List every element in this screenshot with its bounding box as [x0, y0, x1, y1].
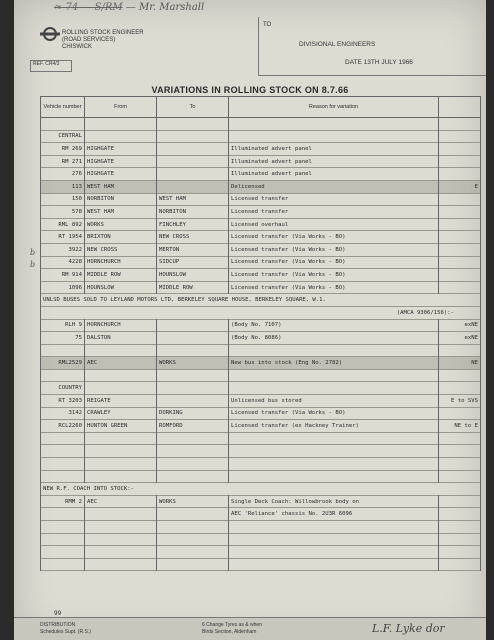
cell-reason: Licensed transfer (Via Works - BO)	[229, 281, 439, 294]
cell-extra	[439, 193, 481, 206]
cell-vehicle: 3142	[41, 407, 85, 420]
cell-vehicle: RM 271	[41, 155, 85, 168]
footer-note: 6 Change Tyres as & when	[202, 622, 262, 628]
reference-text: REF. CR4/3	[33, 61, 60, 67]
table-row	[41, 420, 481, 433]
table-body-sold	[41, 294, 481, 319]
table-row	[41, 483, 481, 496]
cell-extra	[439, 243, 481, 256]
cell-from	[85, 508, 157, 521]
cell-reason: Licensed overhaul	[229, 218, 439, 231]
cell-from	[85, 521, 157, 534]
cell-reason: (Body No. 7107)	[229, 319, 439, 332]
cell-vehicle	[41, 508, 85, 521]
cell-reason	[229, 521, 439, 534]
col-reason: Reason for variation	[229, 97, 439, 118]
table-row	[41, 332, 481, 345]
cell-vehicle: RLH 9	[41, 319, 85, 332]
col-to: To	[157, 97, 229, 118]
cell-reason	[229, 458, 439, 471]
page-number: 99	[54, 610, 62, 617]
cell-from: HORNCHURCH	[85, 256, 157, 269]
cell-reason: Licensed transfer (Via Works - BO)	[229, 243, 439, 256]
sold-line: UNLSD BUSES SOLD TO LEYLAND MOTORS LTD, BERKELEY SQUARE HOUSE, BERKELEY SQUARE, W.1.	[41, 294, 481, 307]
cell-reason: Illuminated advert panel	[229, 155, 439, 168]
cell-extra: E to SVS	[439, 395, 481, 408]
table-body-3	[41, 495, 481, 571]
cell-extra	[439, 256, 481, 269]
cell-from	[85, 344, 157, 357]
cell-extra	[439, 369, 481, 382]
cell-from	[85, 546, 157, 559]
cell-vehicle	[41, 118, 85, 131]
cell-extra	[439, 521, 481, 534]
table-row	[41, 118, 481, 131]
to-box	[258, 17, 486, 76]
table-row	[41, 344, 481, 357]
table-row	[41, 445, 481, 458]
london-transport-logo	[40, 26, 60, 46]
cell-to: WORKS	[157, 357, 229, 370]
cell-from: REIGATE	[85, 395, 157, 408]
cell-from: NEW CROSS	[85, 243, 157, 256]
table-row	[41, 256, 481, 269]
cell-extra	[439, 533, 481, 546]
page-title: VARIATIONS IN ROLLING STOCK ON 8.7.66	[151, 85, 349, 95]
cell-from: CRAWLEY	[85, 407, 157, 420]
table-row	[41, 458, 481, 471]
cell-to	[157, 470, 229, 483]
cell-to: MIDDLE ROW	[157, 281, 229, 294]
cell-reason: Unlicensed bus stored	[229, 395, 439, 408]
cell-reason	[229, 369, 439, 382]
cell-reason: Licensed transfer (Via Works - BO)	[229, 269, 439, 282]
table-row	[41, 143, 481, 156]
cell-extra	[439, 218, 481, 231]
table-row	[41, 533, 481, 546]
cell-reason: Licensed transfer (Via Works - BO)	[229, 231, 439, 244]
cell-to: NEW CROSS	[157, 231, 229, 244]
cell-extra	[439, 206, 481, 219]
cell-vehicle: RCL2260	[41, 420, 85, 433]
table-row	[41, 432, 481, 445]
cell-extra	[439, 155, 481, 168]
cell-extra: E	[439, 180, 481, 193]
cell-extra: NE to E	[439, 420, 481, 433]
cell-to	[157, 143, 229, 156]
cell-from	[85, 382, 157, 395]
cell-reason	[229, 118, 439, 131]
from-line-3: CHISWICK	[62, 44, 92, 50]
cell-from: AEC	[85, 495, 157, 508]
col-from: From	[85, 97, 157, 118]
cell-vehicle: CENTRAL	[41, 130, 85, 143]
cell-reason	[229, 533, 439, 546]
cell-extra	[439, 281, 481, 294]
cell-vehicle	[41, 344, 85, 357]
table-row	[41, 269, 481, 282]
col-vehicle: Vehicle number	[41, 97, 85, 118]
cell-to	[157, 369, 229, 382]
table-row	[41, 168, 481, 181]
cell-to	[157, 319, 229, 332]
cell-from	[85, 118, 157, 131]
cell-reason: New bus into stock (Eng No. 2782)	[229, 357, 439, 370]
cell-reason	[229, 558, 439, 571]
cell-extra	[439, 130, 481, 143]
cell-extra	[439, 432, 481, 445]
cell-from: BRIXTON	[85, 231, 157, 244]
cell-vehicle: 276	[41, 168, 85, 181]
cell-from	[85, 470, 157, 483]
cell-extra	[439, 143, 481, 156]
distribution-label: DISTRIBUTION	[40, 622, 76, 628]
cell-reason: Licensed transfer (ex Hackney Trainer)	[229, 420, 439, 433]
cell-to: MERTON	[157, 243, 229, 256]
cell-vehicle: RT 1954	[41, 231, 85, 244]
cell-to: HOUNSLOW	[157, 269, 229, 282]
table-row	[41, 319, 481, 332]
cell-from	[85, 130, 157, 143]
cell-to	[157, 395, 229, 408]
cell-reason: Illuminated advert panel	[229, 168, 439, 181]
cell-reason: (Body No. 8086)	[229, 332, 439, 345]
cell-extra: exNE	[439, 332, 481, 345]
table-body-new-rf	[41, 483, 481, 496]
signature: L.F. Lyke dor	[372, 622, 445, 635]
cell-to	[157, 546, 229, 559]
cell-to	[157, 432, 229, 445]
cell-vehicle: 3922	[41, 243, 85, 256]
cell-vehicle: RM 269	[41, 143, 85, 156]
table-row	[41, 306, 481, 319]
footer-note-2: Birds Section, Aldenham	[202, 629, 257, 635]
cell-from	[85, 432, 157, 445]
cell-to: WEST HAM	[157, 193, 229, 206]
cell-reason	[229, 445, 439, 458]
cell-from	[85, 558, 157, 571]
table-row	[41, 130, 481, 143]
to-label: TO	[263, 22, 272, 28]
cell-vehicle	[41, 558, 85, 571]
cell-extra	[439, 470, 481, 483]
handwritten-note: ≈ 74 — S/RM — Mr. Marshall	[54, 2, 205, 13]
cell-to	[157, 445, 229, 458]
table-row	[41, 155, 481, 168]
table-row	[41, 495, 481, 508]
from-header	[62, 30, 144, 51]
cell-to	[157, 508, 229, 521]
cell-to	[157, 130, 229, 143]
cell-to: NORBITON	[157, 206, 229, 219]
cell-reason: Licensed transfer	[229, 206, 439, 219]
table-header-row	[41, 97, 481, 118]
cell-to: WORKS	[157, 495, 229, 508]
table-row	[41, 294, 481, 307]
memo-date: DATE 13TH JULY 1966	[345, 59, 413, 66]
cell-from: MIDDLE ROW	[85, 269, 157, 282]
new-rf-line: NEW R.F. COACH INTO STOCK:-	[41, 483, 481, 496]
cell-extra	[439, 546, 481, 559]
cell-vehicle	[41, 369, 85, 382]
cell-reason: Licensed transfer	[229, 193, 439, 206]
cell-vehicle: 113	[41, 180, 85, 193]
cell-to	[157, 332, 229, 345]
cell-extra	[439, 407, 481, 420]
col-extra	[439, 97, 481, 118]
table-body-2	[41, 319, 481, 483]
cell-from	[85, 533, 157, 546]
cell-reason: Delicensed	[229, 180, 439, 193]
margin-mark: b	[30, 248, 36, 257]
cell-to: FINCHLEY	[157, 218, 229, 231]
cell-from: WORKS	[85, 218, 157, 231]
table-row	[41, 231, 481, 244]
cell-to	[157, 458, 229, 471]
cell-reason	[229, 382, 439, 395]
from-line-1: ROLLING STOCK ENGINEER	[62, 30, 144, 36]
cell-vehicle	[41, 546, 85, 559]
cell-from: AEC	[85, 357, 157, 370]
cell-reason	[229, 470, 439, 483]
cell-vehicle: RMM 2	[41, 495, 85, 508]
cell-extra	[439, 231, 481, 244]
cell-to	[157, 521, 229, 534]
cell-extra	[439, 495, 481, 508]
recipient: DIVISIONAL ENGINEERS	[299, 41, 376, 48]
cell-vehicle	[41, 533, 85, 546]
cell-extra	[439, 445, 481, 458]
cell-vehicle: RT 3203	[41, 395, 85, 408]
variations-table	[40, 96, 481, 571]
cell-from: DALSTON	[85, 332, 157, 345]
cell-reason: Licensed transfer (Via Works - BO)	[229, 256, 439, 269]
cell-extra	[439, 508, 481, 521]
cell-to	[157, 382, 229, 395]
cell-reason	[229, 432, 439, 445]
cell-to	[157, 155, 229, 168]
distribution-schedules: Schedules Supt. (R.S.)	[40, 629, 91, 635]
cell-extra	[439, 344, 481, 357]
cell-vehicle: RM 914	[41, 269, 85, 282]
cell-reason	[229, 344, 439, 357]
table-row	[41, 470, 481, 483]
cell-from: HIGHGATE	[85, 143, 157, 156]
cell-vehicle: RML 892	[41, 218, 85, 231]
cell-vehicle: 4228	[41, 256, 85, 269]
cell-reason: Illuminated advert panel	[229, 143, 439, 156]
cell-to: DORKING	[157, 407, 229, 420]
cell-from: HIGHGATE	[85, 155, 157, 168]
cell-extra	[439, 382, 481, 395]
cell-extra	[439, 269, 481, 282]
margin-mark: b	[30, 260, 36, 269]
table-row	[41, 193, 481, 206]
cell-from	[85, 445, 157, 458]
cell-from: NORBITON	[85, 193, 157, 206]
table-row	[41, 558, 481, 571]
cell-extra	[439, 118, 481, 131]
cell-from	[85, 369, 157, 382]
cell-vehicle	[41, 432, 85, 445]
cell-vehicle: RML2529	[41, 357, 85, 370]
cell-reason	[229, 546, 439, 559]
cell-extra: exNE	[439, 319, 481, 332]
cell-from: HOUNSLOW	[85, 281, 157, 294]
table-row	[41, 395, 481, 408]
table-row	[41, 218, 481, 231]
cell-vehicle	[41, 458, 85, 471]
cell-from: HUNTON GREEN	[85, 420, 157, 433]
table-row	[41, 206, 481, 219]
table-row	[41, 243, 481, 256]
cell-from: WEST HAM	[85, 206, 157, 219]
table-body-central	[41, 118, 481, 294]
cell-vehicle: 1096	[41, 281, 85, 294]
cell-vehicle: 75	[41, 332, 85, 345]
cell-to	[157, 168, 229, 181]
footer	[14, 617, 486, 640]
table-row	[41, 508, 481, 521]
cell-reason: AEC 'Reliance' chassis No. 2U3R 6096	[229, 508, 439, 521]
table-row	[41, 281, 481, 294]
table-row	[41, 546, 481, 559]
cell-reason: Licensed transfer (Via Works - BO)	[229, 407, 439, 420]
cell-vehicle	[41, 470, 85, 483]
table-row	[41, 382, 481, 395]
cell-to	[157, 558, 229, 571]
table-row	[41, 369, 481, 382]
sold-ref: (AMCA 9306/156):-	[41, 306, 481, 319]
from-line-2: (ROAD SERVICES)	[62, 37, 116, 43]
cell-from: HORNCHURCH	[85, 319, 157, 332]
cell-from	[85, 458, 157, 471]
cell-reason: Single Deck Coach: Willowbrook body on	[229, 495, 439, 508]
cell-to	[157, 180, 229, 193]
cell-to	[157, 118, 229, 131]
cell-extra	[439, 168, 481, 181]
table-row	[41, 357, 481, 370]
table-row	[41, 521, 481, 534]
cell-to: SIDCUP	[157, 256, 229, 269]
cell-to	[157, 533, 229, 546]
cell-extra	[439, 558, 481, 571]
cell-vehicle	[41, 445, 85, 458]
cell-from: HIGHGATE	[85, 168, 157, 181]
cell-extra: NE	[439, 357, 481, 370]
cell-reason	[229, 130, 439, 143]
cell-extra	[439, 458, 481, 471]
cell-to: ROMFORD	[157, 420, 229, 433]
document-sheet	[14, 0, 486, 640]
cell-to	[157, 344, 229, 357]
cell-vehicle: COUNTRY	[41, 382, 85, 395]
table-row	[41, 407, 481, 420]
cell-from: WEST HAM	[85, 180, 157, 193]
cell-vehicle: 578	[41, 206, 85, 219]
table-row	[41, 180, 481, 193]
cell-vehicle	[41, 521, 85, 534]
cell-vehicle: 150	[41, 193, 85, 206]
reference-box	[30, 60, 72, 72]
